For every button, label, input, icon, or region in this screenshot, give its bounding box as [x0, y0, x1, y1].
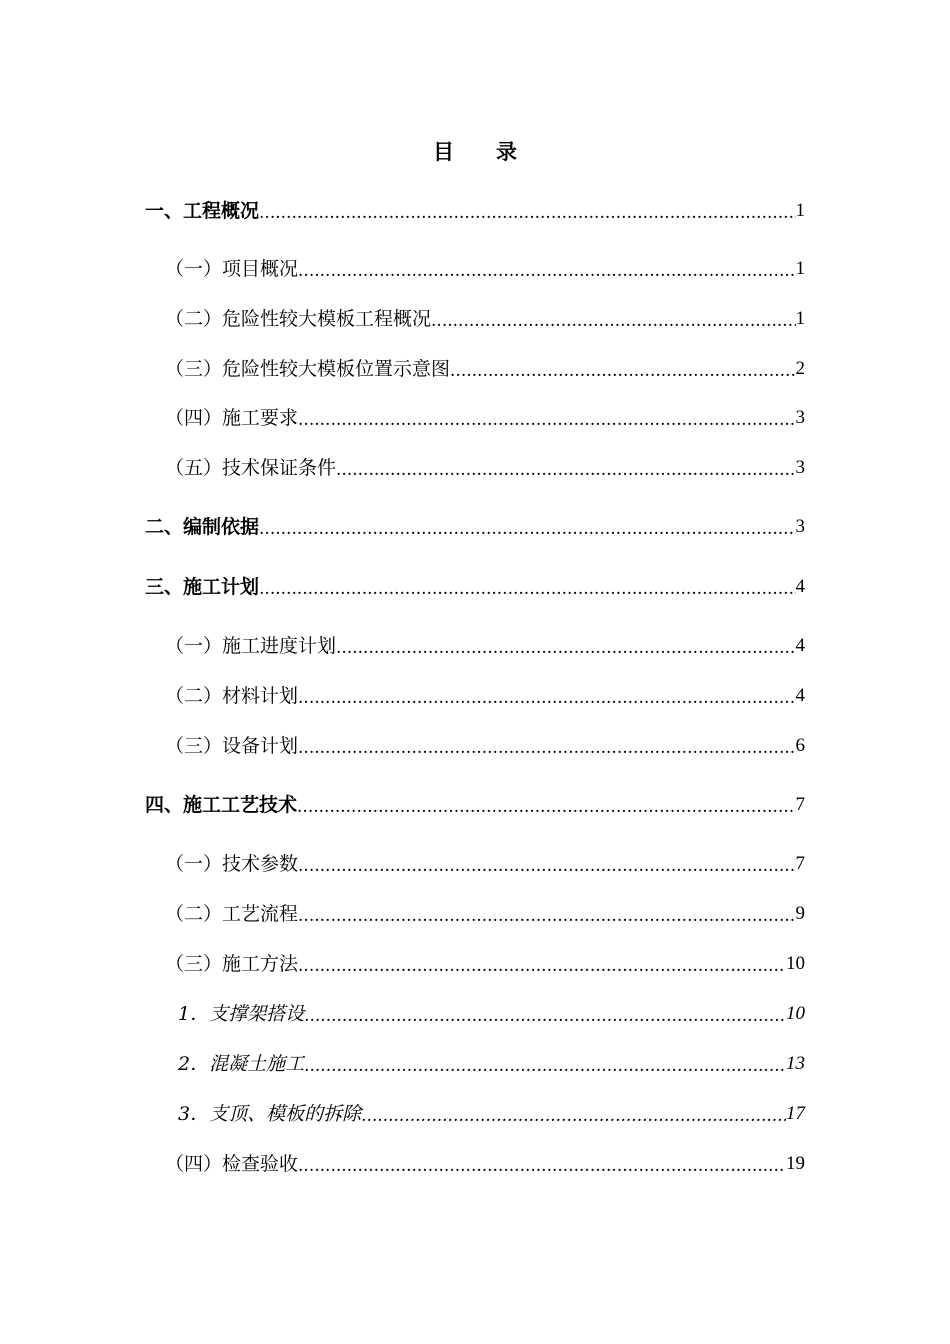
toc-title-part2: 录 [496, 139, 517, 164]
toc-entry[interactable] [165, 256, 805, 282]
toc-entry-page: 4 [795, 576, 805, 597]
toc-leader [361, 1101, 786, 1127]
toc-leader [298, 851, 795, 877]
toc-entry-page: 1 [795, 308, 805, 329]
toc-entry[interactable] [165, 851, 805, 877]
toc-entry-label: （二）材料计划 [165, 685, 299, 707]
toc-entry-label: 1．支撑架搭设 [178, 1003, 305, 1025]
toc-entry-page: 7 [795, 794, 805, 815]
toc-leader [297, 792, 795, 818]
toc-leader [298, 256, 795, 282]
toc-entry-label: 一、工程概况 [145, 200, 260, 222]
toc-entry-page: 19 [786, 1153, 805, 1174]
toc-leader [298, 405, 795, 431]
toc-entry-page: 17 [786, 1103, 805, 1124]
toc-leader [336, 633, 795, 659]
toc-entry-page: 2 [795, 358, 805, 379]
toc-leader [298, 951, 786, 977]
toc-entry-page: 1 [795, 200, 805, 221]
toc-entry[interactable] [165, 901, 805, 927]
toc-entry[interactable] [165, 306, 805, 332]
toc-entry[interactable] [145, 198, 805, 224]
toc-leader [304, 1001, 786, 1027]
toc-entry-label: （一）技术参数 [165, 853, 299, 875]
toc-entry[interactable] [178, 1001, 805, 1027]
toc-entry[interactable] [165, 1151, 805, 1177]
toc-leader [336, 455, 795, 481]
toc-entry-label: （一）施工进度计划 [165, 635, 337, 657]
toc-entry[interactable] [145, 574, 805, 600]
toc-entry-label: （四）检查验收 [165, 1153, 299, 1175]
toc-entry[interactable] [165, 733, 805, 759]
toc-entry[interactable] [165, 405, 805, 431]
toc-leader [259, 514, 795, 540]
toc-entry-page: 3 [795, 516, 805, 537]
toc-entry-label: （五）技术保证条件 [165, 457, 337, 479]
toc-entry-label: （二）危险性较大模板工程概况 [165, 308, 432, 330]
toc-entry[interactable] [178, 1051, 805, 1077]
toc-entry[interactable] [145, 514, 805, 540]
toc-entry-label: 三、施工计划 [145, 576, 260, 598]
toc-entry-label: 二、编制依据 [145, 516, 260, 538]
toc-entry-label: （一）项目概况 [165, 258, 299, 280]
toc-entry-page: 9 [795, 903, 805, 924]
toc-entry[interactable] [165, 683, 805, 709]
toc-leader [298, 901, 795, 927]
toc-entry[interactable] [145, 792, 805, 818]
toc-leader [298, 733, 795, 759]
toc-title [0, 136, 950, 166]
toc-entry-page: 1 [795, 258, 805, 279]
toc-entry-label: （三）危险性较大模板位置示意图 [165, 358, 451, 380]
toc-title-part1: 目 [433, 139, 454, 164]
toc-entry[interactable] [165, 455, 805, 481]
toc-entry-page: 10 [786, 1003, 805, 1024]
toc-entry[interactable] [165, 356, 805, 382]
toc-entry-page: 4 [795, 685, 805, 706]
toc-entry-page: 10 [786, 953, 805, 974]
toc-entry-label: 2．混凝土施工 [178, 1053, 305, 1075]
toc-entry-page: 3 [795, 457, 805, 478]
toc-leader [298, 683, 795, 709]
toc-entry-page: 3 [795, 407, 805, 428]
toc-leader [431, 306, 795, 332]
toc-entry[interactable] [165, 951, 805, 977]
toc-leader [259, 574, 795, 600]
toc-leader [298, 1151, 786, 1177]
toc-entry[interactable] [165, 633, 805, 659]
toc-entry-label: 四、施工工艺技术 [145, 794, 298, 816]
toc-leader [304, 1051, 786, 1077]
toc-leader [259, 198, 795, 224]
toc-leader [450, 356, 795, 382]
toc-entry-page: 13 [786, 1053, 805, 1074]
toc-entry-page: 6 [795, 735, 805, 756]
toc-entry-label: （三）施工方法 [165, 953, 299, 975]
toc-entry-label: （三）设备计划 [165, 735, 299, 757]
toc-entry-label: 3．支顶、模板的拆除 [178, 1103, 362, 1125]
toc-entry[interactable] [178, 1101, 805, 1127]
toc-entry-label: （四）施工要求 [165, 407, 299, 429]
toc-entry-page: 7 [795, 853, 805, 874]
toc-entry-label: （二）工艺流程 [165, 903, 299, 925]
toc-entry-page: 4 [795, 635, 805, 656]
